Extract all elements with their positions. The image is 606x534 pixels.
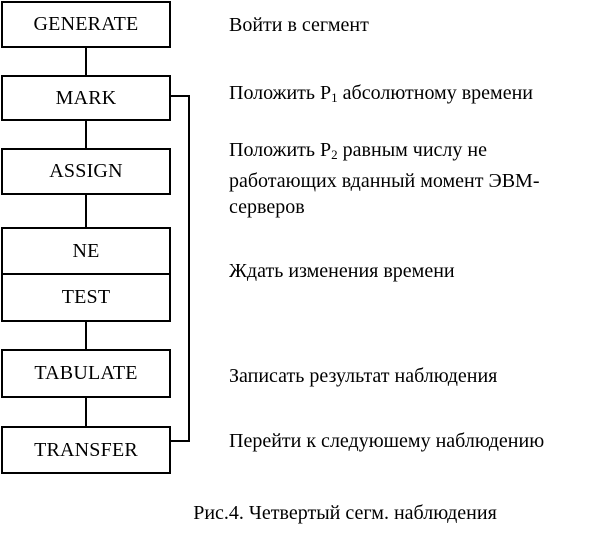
desc-tabulate: Записать результат наблюдения: [229, 365, 498, 387]
desc-mark: [229, 80, 533, 111]
block-test-label: TEST: [61, 286, 111, 308]
block-tabulate: [1, 349, 171, 398]
desc-assign-line1: [229, 137, 539, 168]
desc-assign-prefix: Положить P: [229, 139, 332, 161]
desc-test: Ждать изменения времени: [229, 260, 455, 282]
block-tabulate-label: TABULATE: [34, 362, 138, 384]
block-generate: [1, 1, 171, 48]
desc-assign-subscript: 2: [331, 147, 338, 162]
block-ne-label: NE: [72, 239, 100, 262]
loop-top-line: [170, 95, 190, 97]
loop-bottom-line: [170, 440, 190, 442]
desc-transfer: Перейти к следуюшему наблюдению: [229, 430, 545, 452]
block-assign: [1, 148, 171, 195]
connector-mark-assign: [85, 119, 87, 149]
figure-caption: Рис.4. Четвертый сегм. наблюдения: [193, 502, 497, 524]
block-mark-label: MARK: [55, 86, 117, 109]
desc-mark-subscript: 1: [331, 90, 338, 105]
connector-test-tabulate: [85, 321, 87, 350]
block-test: [1, 273, 171, 322]
connector-tabulate-transfer: [85, 397, 87, 427]
block-ne: [1, 227, 171, 275]
block-assign-label: ASSIGN: [49, 160, 123, 182]
desc-assign-line2: работающих вданный момент ЭВМ-: [229, 170, 540, 192]
loop-vertical-line: [188, 95, 190, 442]
block-generate-label: GENERATE: [33, 13, 139, 35]
desc-mark-prefix: Положить P: [229, 82, 332, 104]
connector-generate-mark: [85, 47, 87, 77]
desc-mark-suffix: абсолютному времени: [337, 82, 533, 104]
desc-assign: [229, 137, 539, 220]
block-mark: [1, 75, 171, 121]
desc-generate: Войти в сегмент: [229, 14, 369, 36]
block-transfer: [1, 426, 171, 474]
desc-assign-line3: серверов: [229, 196, 305, 218]
block-transfer-label: TRANSFER: [34, 438, 138, 461]
connector-assign-ne: [85, 194, 87, 228]
desc-assign-suffix: равным числу не: [337, 139, 487, 161]
